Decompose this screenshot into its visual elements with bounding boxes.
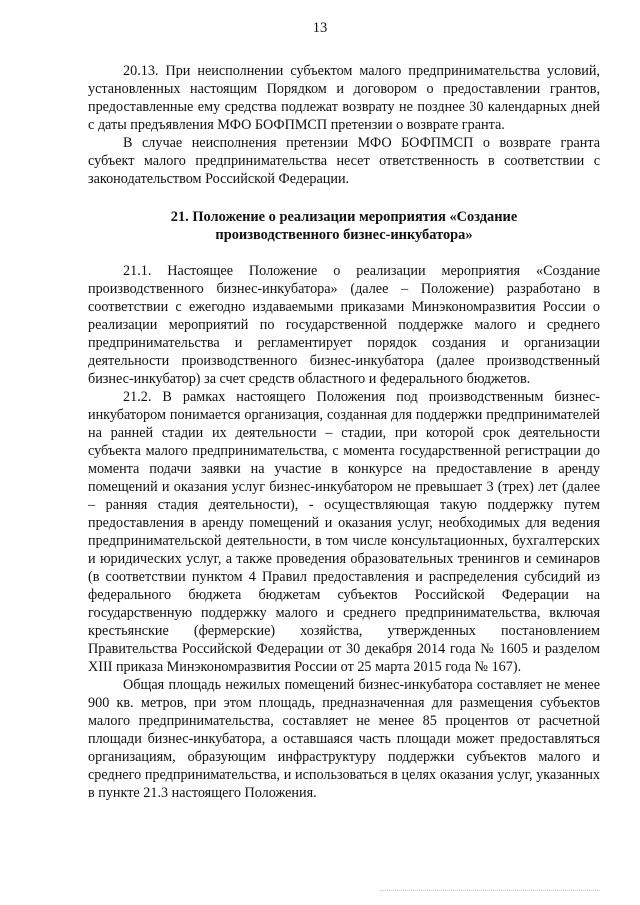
paragraph-claim-liability: В случае неисполнения претензии МФО БОФПМСП о возврате гранта субъект малого предпринимательства несет ответственность в соответствии с законодательством Российской Федерации. [88,135,600,187]
paragraph-21-1: 21.1. Настоящее Положение о реализации мероприятия «Создание производственного бизнес-инкубатора» (далее – Положение) разработано в соответствии с ежегодно издаваемыми приказами Минэкономразвития России о реализации мероприятий по государственной поддержке малого и среднего предпринимательства и регламентирует порядок создания и организации деятельности производственного бизнес-инкубатора (далее производственный бизнес-инкубатор) за счет средств областного и федерального бюджетов. [88,263,600,387]
page-number: 13 [312,20,328,36]
paragraph-total-area: Общая площадь нежилых помещений бизнес-инкубатора составляет не менее 900 кв. метров, при этом площадь, предназначенная для размещения субъектов малого предпринимательства, составляет не менее 85 процентов от расчетной площади бизнес-инкубатора, а оставшаяся часть площади может предоставляться организациям, образующим инфраструктуру поддержки субъектов малого и среднего предпринимательства, и использоваться в целях оказания услуг, указанных в пункте 21.3 настоящего Положения. [88,677,600,801]
bottom-scan-line [380,890,600,891]
document-body [88,62,600,802]
paragraph-20-13: 20.13. При неисполнении субъектом малого предпринимательства условий, установленных настоящим Порядком и договором о предоставлении грантов, предоставленные ему средства подлежат возврату не позднее 30 календарных дней с даты предъявления МФО БОФПМСП претензии о возврате гранта. [88,63,600,133]
paragraph-21-2: 21.2. В рамках настоящего Положения под производственным бизнес-инкубатором понимается организация, созданная для поддержки предпринимателей на ранней стадии их деятельности – стадии, при которой срок деятельности субъекта малого предпринимательства, с момента государственной регистрации до момента подачи заявки на участие в конкурсе на предоставление в аренду помещений и оказания услуг бизнес-инкубатором не превышает 3 (трех) лет (далее – ранняя стадия деятельности), - осуществляющая такую поддержку путем предоставления в аренду помещений и оказания услуг, необходимых для ведения предпринимательской деятельности, в том числе консультационных, бухгалтерских и юридических услуг, а также проведения образовательных тренингов и семинаров (в соответствии пунктом 4 Правил предоставления и распределения субсидий из федерального бюджета бюджетам субъектов Российской Федерации на государственную поддержку малого и среднего предпринимательства, включая крестьянские (фермерские) хозяйства, утвержденных постановлением Правительства Российской Федерации от 30 декабря 2014 года № 1605 и разделом XIII приказа Минэкономразвития России от 25 марта 2015 года № 167). [88,389,600,675]
section-title-21: 21. Положение о реализации мероприятия «Создание производственного бизнес-инкубатора» [170,209,518,243]
